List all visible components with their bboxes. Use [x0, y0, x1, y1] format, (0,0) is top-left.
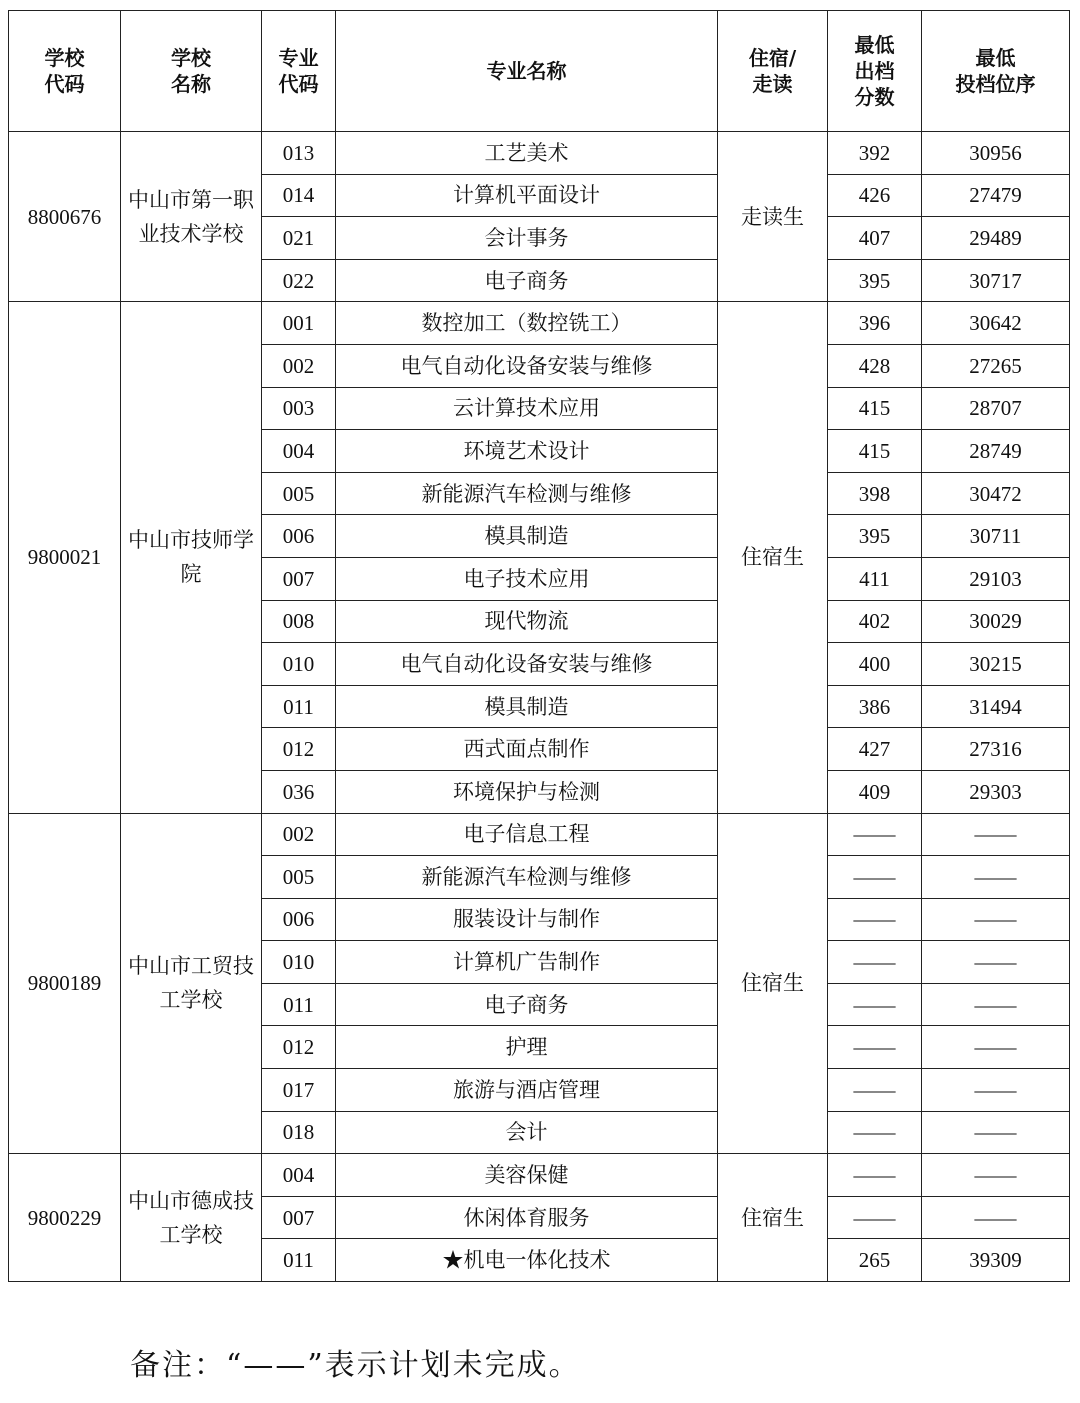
- major-name-cell: 模具制造: [336, 515, 718, 558]
- header-school-code: 学校 代码: [9, 11, 121, 132]
- header-boarding: 住宿/ 走读: [718, 11, 828, 132]
- major-name-cell: 计算机平面设计: [336, 174, 718, 217]
- school-name-cell: 中山市第一职业技术学校: [121, 132, 262, 302]
- min-score-cell: 392: [828, 132, 922, 175]
- min-rank-cell: 39309: [922, 1239, 1070, 1282]
- major-code-cell: 014: [262, 174, 336, 217]
- header-school-name: 学校 名称: [121, 11, 262, 132]
- major-code-cell: 017: [262, 1069, 336, 1112]
- major-code-cell: 004: [262, 430, 336, 473]
- min-score-cell: 265: [828, 1239, 922, 1282]
- major-code-cell: 010: [262, 941, 336, 984]
- header-min-score: 最低 出档 分数: [828, 11, 922, 132]
- admission-table: [8, 10, 1070, 1282]
- min-score-cell: 398: [828, 472, 922, 515]
- header-min-rank: 最低 投档位序: [922, 11, 1070, 132]
- major-name-cell: 云计算技术应用: [336, 387, 718, 430]
- min-score-cell: ——: [828, 856, 922, 899]
- footnote: 备注：“——”表示计划未完成。: [130, 1348, 581, 1383]
- school-name-cell: 中山市工贸技工学校: [121, 813, 262, 1154]
- major-name-cell: 模具制造: [336, 685, 718, 728]
- min-score-cell: ——: [828, 1196, 922, 1239]
- major-code-cell: 018: [262, 1111, 336, 1154]
- min-rank-cell: ——: [922, 1154, 1070, 1197]
- major-code-cell: 036: [262, 770, 336, 813]
- school-code-cell: 9800229: [9, 1154, 121, 1282]
- min-rank-cell: ——: [922, 898, 1070, 941]
- min-rank-cell: ——: [922, 941, 1070, 984]
- header-major-name: 专业名称: [336, 11, 718, 132]
- min-score-cell: 415: [828, 430, 922, 473]
- table-row: [9, 302, 1070, 345]
- boarding-cell: 住宿生: [718, 302, 828, 813]
- min-rank-cell: ——: [922, 856, 1070, 899]
- min-rank-cell: ——: [922, 1069, 1070, 1112]
- major-code-cell: 006: [262, 898, 336, 941]
- major-name-cell: 现代物流: [336, 600, 718, 643]
- min-score-cell: 395: [828, 515, 922, 558]
- min-score-cell: 409: [828, 770, 922, 813]
- min-rank-cell: ——: [922, 1196, 1070, 1239]
- major-name-cell: 护理: [336, 1026, 718, 1069]
- major-code-cell: 002: [262, 344, 336, 387]
- min-rank-cell: 27265: [922, 344, 1070, 387]
- major-code-cell: 003: [262, 387, 336, 430]
- min-rank-cell: 27316: [922, 728, 1070, 771]
- school-name-cell: 中山市技师学院: [121, 302, 262, 813]
- major-name-cell: 会计: [336, 1111, 718, 1154]
- school-code-cell: 9800021: [9, 302, 121, 813]
- min-score-cell: ——: [828, 1154, 922, 1197]
- major-name-cell: 美容保健: [336, 1154, 718, 1197]
- min-rank-cell: ——: [922, 1026, 1070, 1069]
- min-score-cell: 415: [828, 387, 922, 430]
- major-code-cell: 012: [262, 1026, 336, 1069]
- min-rank-cell: 29303: [922, 770, 1070, 813]
- boarding-cell: 住宿生: [718, 813, 828, 1154]
- min-score-cell: ——: [828, 813, 922, 856]
- major-code-cell: 004: [262, 1154, 336, 1197]
- major-code-cell: 006: [262, 515, 336, 558]
- major-code-cell: 010: [262, 643, 336, 686]
- min-score-cell: 396: [828, 302, 922, 345]
- min-rank-cell: 28707: [922, 387, 1070, 430]
- min-score-cell: 426: [828, 174, 922, 217]
- min-rank-cell: 30717: [922, 259, 1070, 302]
- major-name-cell: ★机电一体化技术: [336, 1239, 718, 1282]
- major-name-cell: 环境艺术设计: [336, 430, 718, 473]
- major-code-cell: 002: [262, 813, 336, 856]
- major-code-cell: 005: [262, 472, 336, 515]
- major-name-cell: 服装设计与制作: [336, 898, 718, 941]
- min-score-cell: ——: [828, 1026, 922, 1069]
- major-name-cell: 新能源汽车检测与维修: [336, 856, 718, 899]
- table-row: [9, 132, 1070, 175]
- min-score-cell: 407: [828, 217, 922, 260]
- min-score-cell: 427: [828, 728, 922, 771]
- min-score-cell: ——: [828, 983, 922, 1026]
- min-rank-cell: 30472: [922, 472, 1070, 515]
- min-rank-cell: 30029: [922, 600, 1070, 643]
- major-code-cell: 022: [262, 259, 336, 302]
- min-score-cell: ——: [828, 1069, 922, 1112]
- min-score-cell: 402: [828, 600, 922, 643]
- min-rank-cell: 29103: [922, 557, 1070, 600]
- min-rank-cell: ——: [922, 813, 1070, 856]
- major-name-cell: 电气自动化设备安装与维修: [336, 643, 718, 686]
- major-name-cell: 计算机广告制作: [336, 941, 718, 984]
- school-name-cell: 中山市德成技工学校: [121, 1154, 262, 1282]
- major-code-cell: 011: [262, 983, 336, 1026]
- min-score-cell: 395: [828, 259, 922, 302]
- major-code-cell: 007: [262, 1196, 336, 1239]
- major-code-cell: 008: [262, 600, 336, 643]
- major-name-cell: 会计事务: [336, 217, 718, 260]
- min-rank-cell: 30642: [922, 302, 1070, 345]
- major-name-cell: 旅游与酒店管理: [336, 1069, 718, 1112]
- min-rank-cell: 27479: [922, 174, 1070, 217]
- major-name-cell: 数控加工（数控铣工）: [336, 302, 718, 345]
- major-name-cell: 新能源汽车检测与维修: [336, 472, 718, 515]
- min-rank-cell: 30215: [922, 643, 1070, 686]
- major-name-cell: 电子技术应用: [336, 557, 718, 600]
- major-name-cell: 休闲体育服务: [336, 1196, 718, 1239]
- table-row: [9, 813, 1070, 856]
- min-rank-cell: 29489: [922, 217, 1070, 260]
- min-score-cell: 386: [828, 685, 922, 728]
- min-score-cell: ——: [828, 941, 922, 984]
- major-name-cell: 环境保护与检测: [336, 770, 718, 813]
- min-rank-cell: 31494: [922, 685, 1070, 728]
- major-name-cell: 电子信息工程: [336, 813, 718, 856]
- major-code-cell: 007: [262, 557, 336, 600]
- table-body: [9, 132, 1070, 1282]
- major-code-cell: 021: [262, 217, 336, 260]
- school-code-cell: 9800189: [9, 813, 121, 1154]
- major-name-cell: 西式面点制作: [336, 728, 718, 771]
- major-code-cell: 005: [262, 856, 336, 899]
- min-score-cell: 428: [828, 344, 922, 387]
- min-score-cell: ——: [828, 1111, 922, 1154]
- min-score-cell: 411: [828, 557, 922, 600]
- min-rank-cell: ——: [922, 983, 1070, 1026]
- header-major-code: 专业 代码: [262, 11, 336, 132]
- major-code-cell: 012: [262, 728, 336, 771]
- min-rank-cell: 28749: [922, 430, 1070, 473]
- major-name-cell: 电子商务: [336, 259, 718, 302]
- boarding-cell: 住宿生: [718, 1154, 828, 1282]
- major-name-cell: 电子商务: [336, 983, 718, 1026]
- major-name-cell: 电气自动化设备安装与维修: [336, 344, 718, 387]
- min-rank-cell: 30711: [922, 515, 1070, 558]
- major-name-cell: 工艺美术: [336, 132, 718, 175]
- major-code-cell: 011: [262, 685, 336, 728]
- major-code-cell: 013: [262, 132, 336, 175]
- header-row: [9, 11, 1070, 132]
- min-score-cell: ——: [828, 898, 922, 941]
- major-code-cell: 001: [262, 302, 336, 345]
- major-code-cell: 011: [262, 1239, 336, 1282]
- table-row: [9, 1154, 1070, 1197]
- min-rank-cell: ——: [922, 1111, 1070, 1154]
- boarding-cell: 走读生: [718, 132, 828, 302]
- school-code-cell: 8800676: [9, 132, 121, 302]
- min-score-cell: 400: [828, 643, 922, 686]
- min-rank-cell: 30956: [922, 132, 1070, 175]
